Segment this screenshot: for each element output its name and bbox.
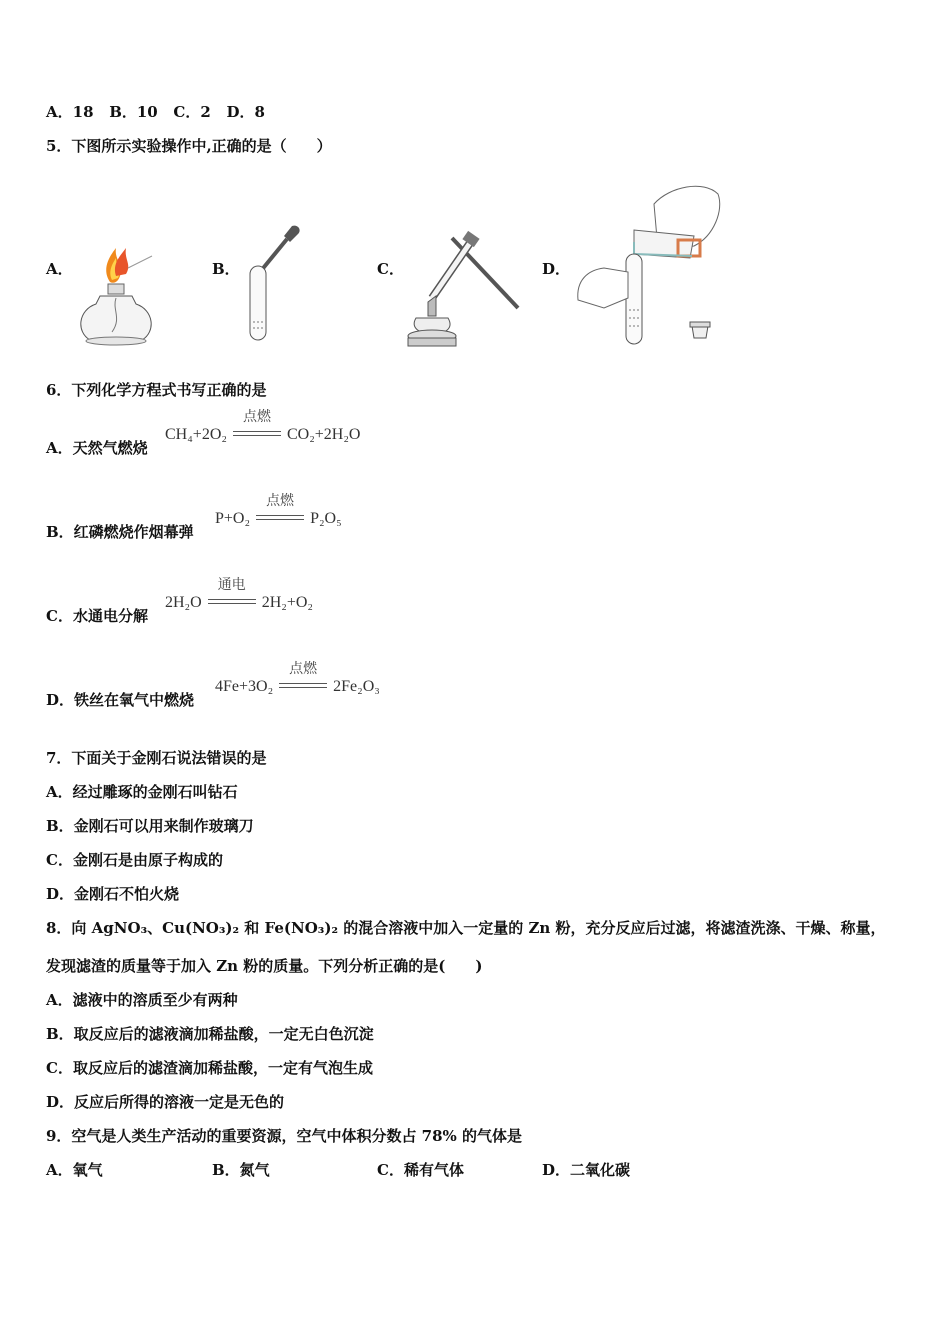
q6-a-lhs: CH₄+2O₂ [165,426,227,443]
q9-option-a: A．氧气 [46,1161,103,1179]
q6-c-equals [208,599,256,604]
q6-a-rhs: CO₂+2H₂O [286,426,361,443]
q8-option-a: A．滤液中的溶质至少有两种 [46,991,238,1009]
q9-question: 9．空气是人类生产活动的重要资源，空气中体积分数占 78% 的气体是 [46,1127,523,1145]
q6-option-c-label: C．水通电分解 [46,607,148,625]
q9-option-b: B．氮气 [212,1161,270,1179]
q4-options [46,102,265,122]
q5-question: 5．下图所示实验操作中,正确的是（ ） [46,137,332,155]
q6-c-cond-text: 通电 [217,578,246,593]
q7-option-b: B．金刚石可以用来制作玻璃刀 [46,817,254,835]
q8-option-c: C．取反应后的滤渣滴加稀盐酸，一定有气泡生成 [46,1059,373,1077]
q7-option-c: C．金刚石是由原子构成的 [46,851,223,869]
q9-option-c: C．稀有气体 [377,1161,464,1179]
q8-option-d: D．反应后所得的溶液一定是无色的 [46,1093,285,1111]
q6-d-condition [279,662,327,696]
q6-a-cond-text: 点燃 [242,410,271,425]
q6-option-a-label: A．天然气燃烧 [46,439,148,457]
q8-question-line1: 8．向 AgNO₃、Cu(NO₃)₂ 和 Fe(NO₃)₂ 的混合溶液中加入一定量的 Zn 粉，充分反应后过滤，将滤渣洗涤、干燥、称量， [46,919,886,937]
q6-d-lhs: 4Fe+3O₂ [215,678,274,695]
q6-d-equals [279,683,327,688]
q6-d-cond-text: 点燃 [289,662,318,677]
q8-question-line2: 发现滤渣的质量等于加入 Zn 粉的质量。下列分析正确的是( ) [46,957,483,975]
q6-b-cond-text: 点燃 [266,494,295,509]
q7-question: 7．下面关于金刚石说法错误的是 [46,749,267,767]
q5-label-b: B． [212,260,240,278]
alcohol-lamp-icon [72,240,162,348]
q6-option-d-label: D．铁丝在氧气中燃烧 [46,691,195,709]
q6-option-b-label: B．红磷燃烧作烟幕弹 [46,523,194,541]
q4-option-c: C．2 [173,103,211,121]
q8-option-b: B．取反应后的滤液滴加稀盐酸，一定无白色沉淀 [46,1025,374,1043]
q7-option-d: D．金刚石不怕火烧 [46,885,180,903]
q7-option-a: A．经过雕琢的金刚石叫钻石 [46,783,238,801]
q6-question: 6．下列化学方程式书写正确的是 [46,381,267,399]
q6-option-b-equation [215,494,342,528]
dropper-test-tube-icon [240,222,310,348]
q5-label-a: A． [46,260,73,278]
q4-option-d: D．8 [226,103,265,121]
q6-b-rhs: P₂O₅ [310,510,342,527]
q6-b-lhs: P+O₂ [215,510,251,527]
q6-c-condition [208,578,256,612]
q9-option-d: D．二氧化碳 [542,1161,631,1179]
q6-a-condition [233,410,281,444]
q6-b-condition [256,494,304,528]
q6-option-c-equation [165,578,313,612]
q6-option-a-equation [165,410,361,444]
q5-label-c: C． [377,260,404,278]
q4-option-b: B．10 [109,103,158,121]
q4-option-a: A．18 [46,103,94,121]
q5-label-d: D． [542,260,571,278]
q6-option-d-equation [215,662,380,696]
q6-c-rhs: 2H₂+O₂ [261,594,313,611]
heating-tube-icon [402,226,522,348]
q6-d-rhs: 2Fe₂O₃ [333,678,380,695]
q6-c-lhs: 2H₂O [165,594,202,611]
q6-b-equals [256,515,304,520]
q6-a-equals [233,431,281,436]
pouring-liquid-icon [574,180,734,350]
